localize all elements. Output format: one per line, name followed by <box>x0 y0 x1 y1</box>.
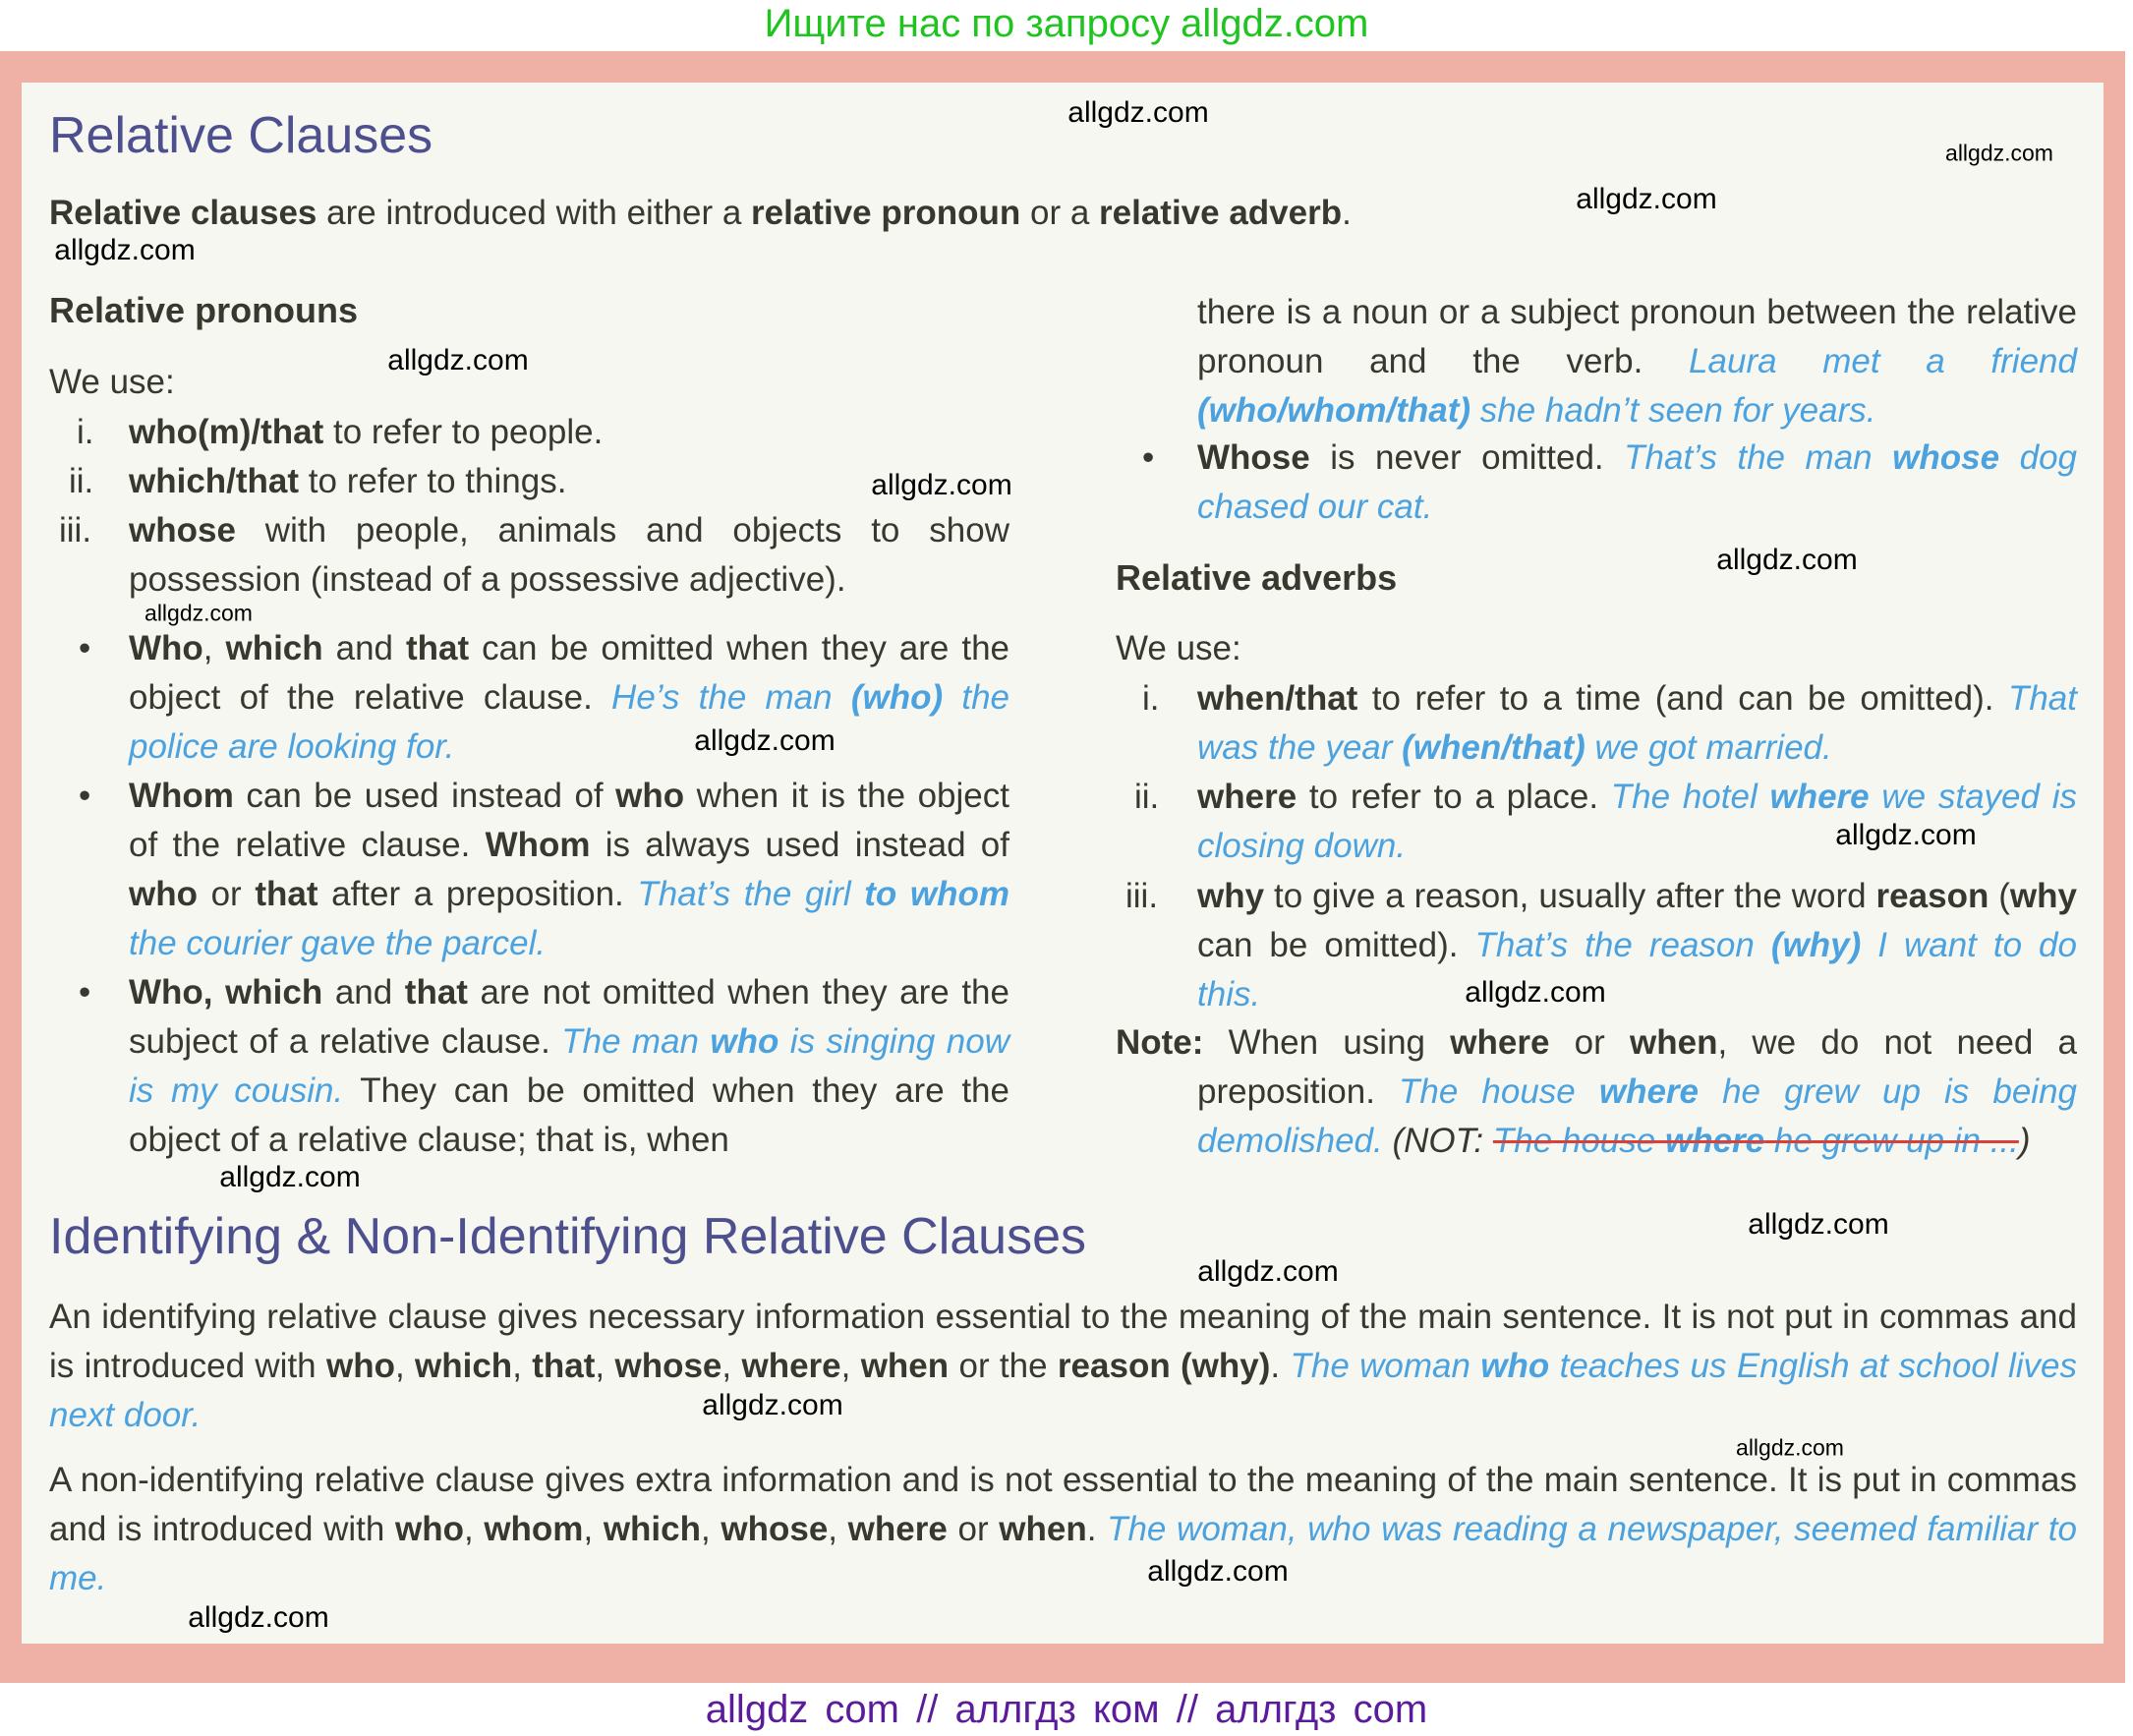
bold-term: whose <box>721 1510 829 1548</box>
bold-term: where <box>741 1347 841 1385</box>
adverb-marker-3: iii. <box>1125 877 1159 915</box>
example-text: whose <box>1892 438 2000 477</box>
example-text: (why) <box>1770 926 1862 964</box>
relative-pronouns-heading: Relative pronouns <box>49 290 359 330</box>
example-text: where <box>1769 778 1870 816</box>
example-text: That’s the reason <box>1474 926 1771 964</box>
bold-term: who <box>394 1510 464 1548</box>
text-run: , <box>828 1510 848 1548</box>
bold-term: Who <box>129 629 203 667</box>
text-run: or a <box>1020 194 1100 232</box>
adverb-marker-1: i. <box>1142 679 1160 718</box>
text-run: and <box>322 629 406 667</box>
text-run: , <box>394 1347 416 1385</box>
section-title-identifying: Identifying & Non-Identifying Relative Clauses <box>49 1208 1087 1265</box>
pronoun-bullet-3 <box>129 968 1009 1165</box>
intro-text <box>49 189 1583 238</box>
watermark: allgdz.com <box>1465 976 1606 1009</box>
watermark: allgdz.com <box>54 234 196 266</box>
bold-term: when/that <box>1197 679 1358 718</box>
example-text: That was the year <box>1197 679 2077 767</box>
text-run: or the <box>949 1347 1058 1385</box>
text-run: ) <box>2018 1122 2031 1160</box>
text-run: When using <box>1203 1023 1451 1062</box>
example-text: where <box>1598 1072 1700 1111</box>
pronoun-marker-3: iii. <box>59 511 92 550</box>
text-run: to refer to a place. <box>1297 778 1611 816</box>
text-run: can be omitted). <box>1197 926 1475 964</box>
watermark: allgdz.com <box>1835 819 1977 851</box>
bold-term: relative adverb <box>1099 194 1343 232</box>
text-run: there is a noun or a subject pronoun between the relative pronoun and the verb. <box>1197 293 2077 380</box>
bold-term: when <box>999 1510 1087 1548</box>
example-text: The hotel <box>1610 778 1770 816</box>
bold-term: that <box>255 875 318 913</box>
text-run: is never omitted. <box>1309 438 1625 477</box>
bold-term: reason (why) <box>1057 1347 1271 1385</box>
text-run: An identifying relative clause gives necessary information essential to the meaning of the main sentence. It is not put in commas and is introduced with <box>49 1298 2077 1385</box>
pronoun-item-3 <box>129 506 1009 605</box>
bold-term: which/that <box>129 462 300 500</box>
text-run: . <box>1270 1347 1291 1385</box>
watermark: allgdz.com <box>1067 96 1209 129</box>
text-run: , <box>840 1347 861 1385</box>
example-text: That’s the man <box>1624 438 1893 477</box>
bold-term: Whom <box>129 777 234 815</box>
text-run: , <box>583 1510 604 1548</box>
example-text: (who) <box>850 678 944 717</box>
bold-term: Whom <box>485 826 591 864</box>
watermark: allgdz.com <box>702 1389 843 1421</box>
example-text: who <box>710 1022 779 1061</box>
example-text: who <box>1480 1347 1550 1385</box>
bold-term: which <box>603 1510 701 1548</box>
pronoun-bullet-2 <box>129 772 1009 968</box>
example-text: The woman <box>1290 1347 1481 1385</box>
pronoun-bullet-3-continuation <box>1197 288 2077 435</box>
bold-term: that <box>404 973 468 1012</box>
text-run: The house <box>1492 1122 1665 1160</box>
example-text: the courier gave the parcel. <box>129 924 547 962</box>
pronouns-we-use: We use: <box>49 363 175 401</box>
example-text: Laura met a friend <box>1689 342 2077 380</box>
text-run: A non-identifying relative clause gives extra information and is not essential to the meaning of the main sentence. It is put in commas and is introduced with <box>49 1461 2077 1548</box>
text-run: . <box>1086 1510 1108 1548</box>
bullet-icon: • <box>79 777 91 815</box>
example-text: (who/whom/that) <box>1197 391 1471 430</box>
pronoun-bullet-1 <box>129 624 1009 772</box>
text-run: or <box>197 875 256 913</box>
text-run: , <box>701 1510 721 1548</box>
text-run: can be omitted when they are the object of the relative clause. <box>129 629 1009 717</box>
example-text: The house <box>1399 1072 1599 1111</box>
bold-term: who <box>615 777 685 815</box>
text-run: to refer to things. <box>299 462 567 500</box>
bullet-icon: • <box>1142 438 1155 477</box>
text-run: , <box>595 1347 615 1385</box>
note-text <box>1116 1018 2077 1166</box>
pronoun-marker-1: i. <box>77 413 94 451</box>
example-text: That’s the girl <box>637 875 865 913</box>
watermark: allgdz.com <box>1748 1208 1889 1241</box>
bold-term: why <box>2009 877 2077 915</box>
example-text: The man <box>561 1022 711 1061</box>
bold-term: Whose <box>1197 438 1310 477</box>
whose-bullet <box>1197 434 2077 532</box>
bold-term: where <box>1450 1023 1550 1062</box>
text-run: to refer to a time (and can be omitted). <box>1357 679 2008 718</box>
example-text: I want to do this. <box>1197 926 2077 1013</box>
bold-term: whose <box>614 1347 722 1385</box>
watermark: allgdz.com <box>1576 183 1717 215</box>
text-run: to give a reason, usually after the word <box>1264 877 1876 915</box>
bold-term: where <box>1197 778 1297 816</box>
watermark: allgdz.com <box>871 469 1012 501</box>
text-run: , we do not need a preposition. <box>1197 1023 2077 1111</box>
top-banner: Ищите нас по запросу allgdz.com <box>764 2 1369 45</box>
example-text: we stayed is closing down. <box>1197 778 2077 865</box>
text-run: , <box>202 629 226 667</box>
text-run: he grew up in ... <box>1764 1122 2019 1160</box>
bullet-icon: • <box>79 973 91 1012</box>
text-run: and <box>322 973 405 1012</box>
bold-term: when <box>860 1347 950 1385</box>
text-run: are introduced with either a <box>317 194 752 232</box>
watermark: allgdz.com <box>1147 1555 1289 1588</box>
text-run: , <box>721 1347 742 1385</box>
example-text: He’s the man <box>611 678 851 717</box>
text-run: or <box>947 1510 1000 1548</box>
example-text: we got married. <box>1585 728 1832 767</box>
text-run: They can be omitted when they are the object of a relative clause; that is, when <box>129 1071 1009 1159</box>
bold-term: reason <box>1875 877 1989 915</box>
example-text: the police are looking for. <box>129 678 1009 766</box>
bold-term: who <box>129 875 198 913</box>
bold-term: relative pronoun <box>751 194 1021 232</box>
text-run: . <box>1342 194 1352 232</box>
bold-term: who(m)/that <box>129 413 324 451</box>
bold-term: that <box>532 1347 596 1385</box>
text-run: , <box>463 1510 485 1548</box>
text-run: with people, animals and objects to show possession (instead of a possessive adjective). <box>129 511 1009 599</box>
text-run: , <box>512 1347 533 1385</box>
watermark: allgdz.com <box>188 1601 329 1634</box>
adverb-item-1 <box>1197 674 2077 773</box>
watermark: allgdz.com <box>387 344 529 376</box>
text-run: are not omitted when they are the subject of a relative clause. <box>129 973 1009 1061</box>
pronoun-item-1 <box>129 408 1009 457</box>
bold-term: who <box>325 1347 395 1385</box>
example-text: The woman, who was reading a newspaper, seemed familiar to me. <box>49 1510 2077 1597</box>
example-text: (when/that) <box>1402 728 1585 767</box>
bottom-banner: allgdz com // аллгдз ком // аллгдз com <box>705 1688 1428 1731</box>
watermark: allgdz.com <box>1197 1255 1339 1288</box>
adverb-item-3 <box>1197 872 2077 1019</box>
bold-term: that <box>405 629 470 667</box>
pronoun-marker-2: ii. <box>69 462 94 500</box>
bold-term: whose <box>129 511 236 550</box>
page-title: Relative Clauses <box>49 107 433 164</box>
text-run: when it is the object of the relative clause. <box>129 777 1009 864</box>
text-run: after a preposition. <box>317 875 638 913</box>
watermark: allgdz.com <box>1716 544 1858 576</box>
text-run: can be used instead of <box>233 777 616 815</box>
watermark: allgdz.com <box>694 724 836 757</box>
non-identifying-paragraph <box>49 1456 2077 1603</box>
text-run: or <box>1549 1023 1630 1062</box>
text-run: to refer to people. <box>323 413 604 451</box>
text-run: is always used instead of <box>590 826 1009 864</box>
identifying-paragraph <box>49 1293 2077 1440</box>
bold-term: where <box>1664 1122 1765 1160</box>
watermark: allgdz.com <box>1736 1434 1844 1461</box>
bold-term: which <box>415 1347 513 1385</box>
bold-term: why <box>1197 877 1265 915</box>
bold-term: whom <box>484 1510 584 1548</box>
bold-term: Who, which <box>129 973 323 1012</box>
bold-term: when <box>1630 1023 1718 1062</box>
text-run: ( <box>1989 877 2010 915</box>
watermark: allgdz.com <box>219 1161 361 1193</box>
adverb-marker-2: ii. <box>1134 778 1160 816</box>
bold-term: Relative clauses <box>49 194 317 232</box>
example-text: he grew up is being demolished. <box>1197 1072 2078 1160</box>
example-text: she hadn’t seen for years. <box>1470 391 1876 430</box>
text-run: (NOT: <box>1392 1122 1493 1160</box>
example-text: to whom <box>864 875 1009 913</box>
watermark: allgdz.com <box>1945 140 2053 166</box>
bold-term: Note: <box>1116 1023 1204 1062</box>
example-text: is singing now is my cousin. <box>129 1022 1009 1110</box>
example-text: teaches us English at school lives next door. <box>49 1347 2077 1434</box>
example-text: dog chased our cat. <box>1197 438 2077 526</box>
bold-term: where <box>847 1510 948 1548</box>
bold-term: which <box>225 629 323 667</box>
watermark: allgdz.com <box>144 600 253 626</box>
bullet-icon: • <box>79 629 91 667</box>
relative-adverbs-heading: Relative adverbs <box>1116 557 1398 598</box>
adverbs-we-use: We use: <box>1116 629 1241 667</box>
